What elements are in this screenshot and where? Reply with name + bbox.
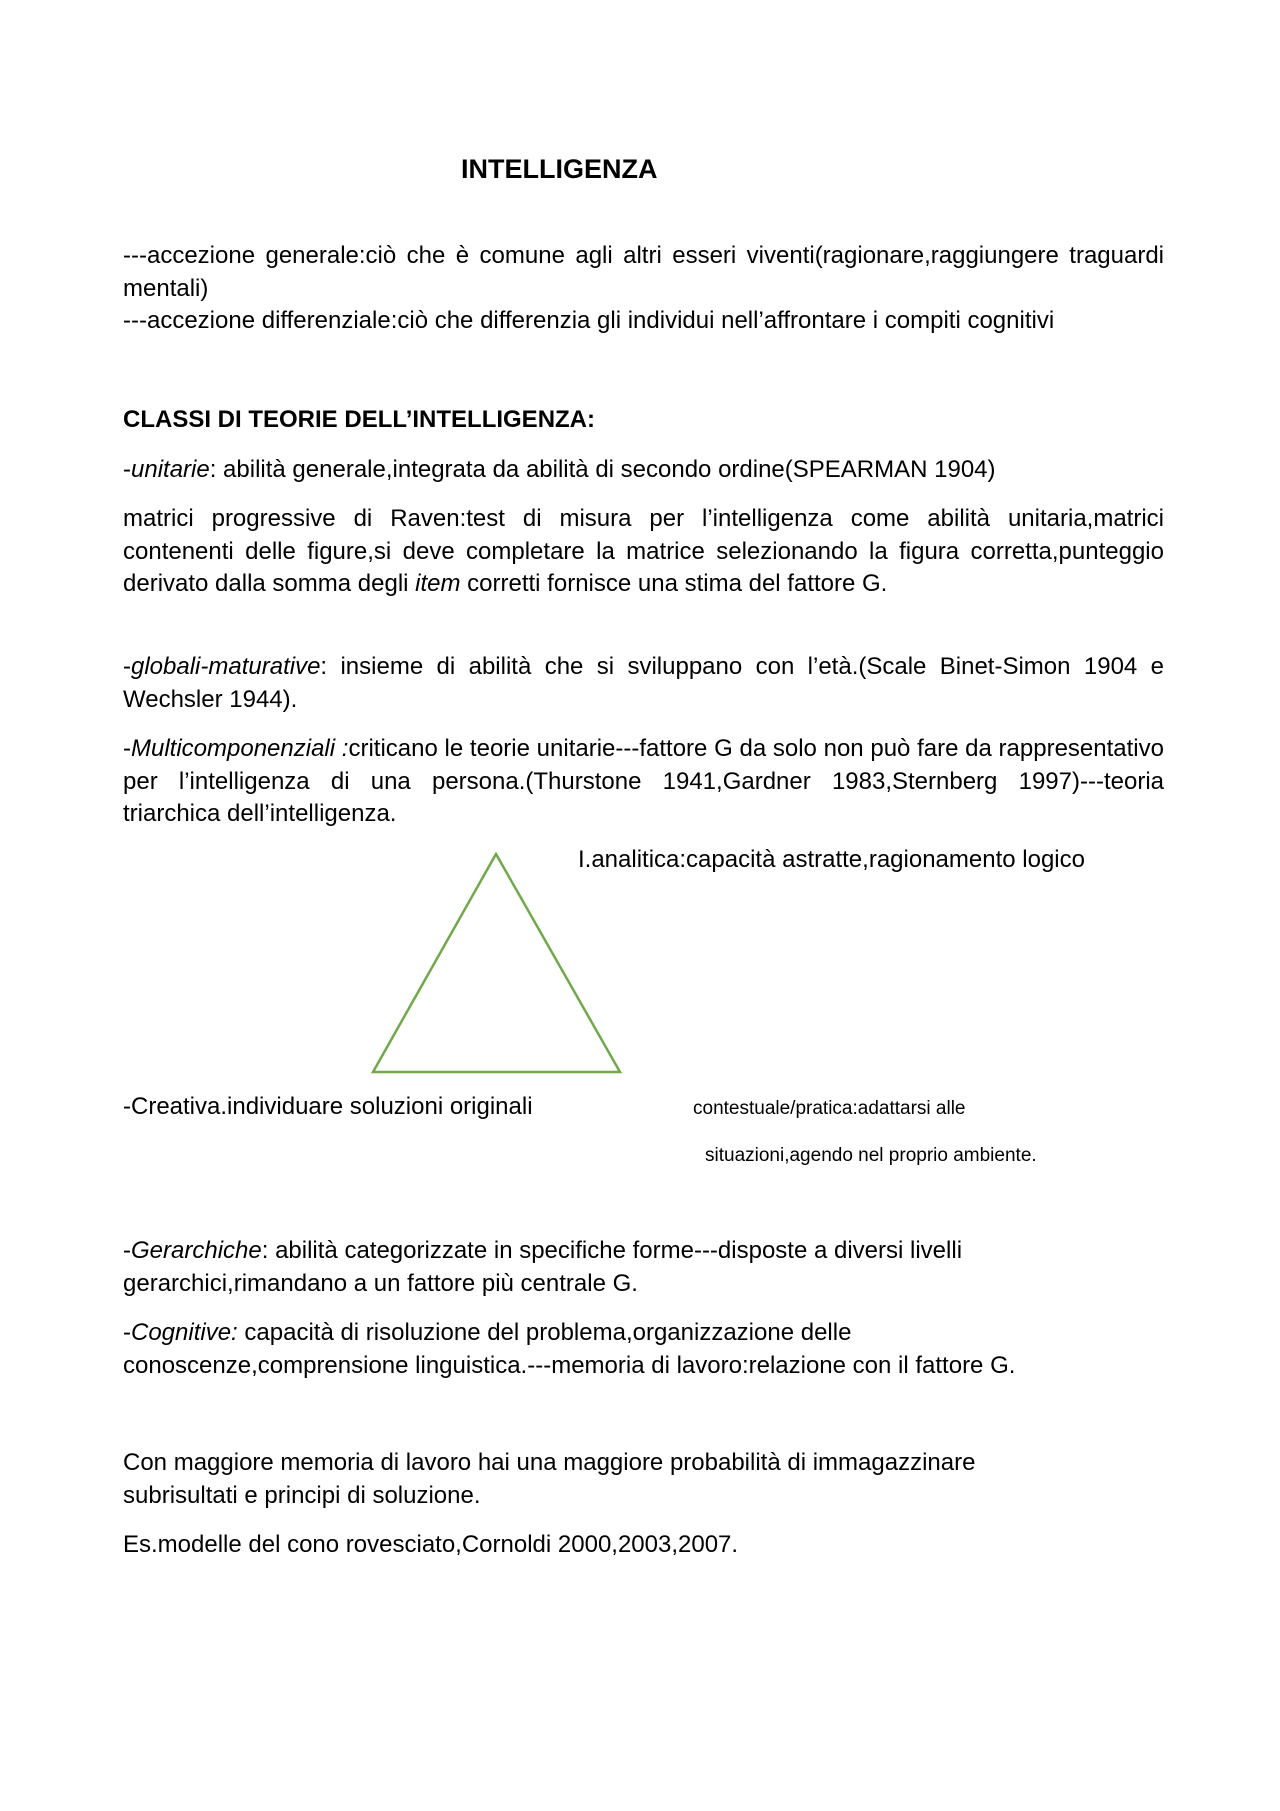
theory-term: Gerarchiche [131, 1237, 262, 1264]
triangle-label-creativa: -Creativa.individuare soluzioni originali [123, 1093, 533, 1120]
theory-description: criticano le teorie unitarie---fattore G da solo non può fare da rappresentativo per l’intelligenza di una persona.(Thurstone 1941,Gardner 1983,Sternberg 1997)---teoria triarchica dell’intelligenza. [123, 735, 1164, 827]
theory-description: : abilità generale,integrata da abilità di secondo ordine(SPEARMAN 1904) [209, 456, 996, 483]
theory-term: globali-maturative [131, 653, 321, 680]
raven-text: matrici progressive di Raven:test di misura per l’intelligenza come abilità unitaria,matrici contenenti delle figure,si deve completare la matrice selezionando la figura corretta,punteggio derivato dalla somma degli [123, 505, 1164, 597]
theory-globali-maturative [123, 651, 1164, 716]
accezione-generale: ---accezione generale:ciò che è comune agli altri esseri viventi(ragionare,raggiungere traguardi mentali) [123, 242, 1164, 302]
theory-description: capacità di risoluzione del problema,organizzazione delle conoscenze,comprensione linguistica.---memoria di lavoro:relazione con il fattore G. [123, 1319, 1016, 1379]
theory-dash: - [123, 1237, 131, 1264]
theory-term: unitarie [131, 456, 210, 483]
theory-dash: - [123, 735, 131, 762]
theory-cognitive [123, 1317, 1043, 1382]
theory-term: Multicomponenziali : [131, 735, 349, 762]
triarchic-triangle-diagram [370, 852, 632, 1076]
theory-unitarie [123, 454, 1164, 487]
theory-term: Cognitive: [131, 1319, 238, 1346]
triangle-label-pratica-line1: contestuale/pratica:adattarsi alle [693, 1098, 966, 1119]
esempio-paragraph: Es.modelle del cono rovesciato,Cornoldi 2000,2003,2007. [123, 1531, 739, 1558]
triangle-shape [373, 854, 620, 1072]
theory-description: : abilità categorizzate in specifiche forme---disposte a diversi livelli gerarchici,rimandano a un fattore più centrale G. [123, 1237, 963, 1297]
theory-dash: - [123, 653, 131, 680]
theory-multicomponenziali [123, 733, 1164, 831]
memoria-paragraph: Con maggiore memoria di lavoro hai una maggiore probabilità di immagazzinare subrisultati e principi di soluzione. [123, 1449, 976, 1509]
theory-description: : insieme di abilità che si sviluppano con l’età.(Scale Binet-Simon 1904 e Wechsler 1944). [123, 653, 1164, 713]
document-title: INTELLIGENZA [461, 154, 658, 184]
triangle-label-analitica: I.analitica:capacità astratte,ragionamento logico [578, 846, 1085, 873]
accezione-differenziale: ---accezione differenziale:ciò che differenzia gli individui nell’affrontare i compiti cognitivi [123, 307, 1055, 334]
theory-dash: - [123, 456, 131, 483]
raven-paragraph [123, 503, 1164, 601]
raven-item: item [415, 570, 461, 597]
raven-text-end: corretti fornisce una stima del fattore G. [460, 570, 888, 597]
theory-dash: - [123, 1319, 131, 1346]
classes-heading: CLASSI DI TEORIE DELL’INTELLIGENZA: [123, 406, 596, 433]
triangle-label-pratica-line2: situazioni,agendo nel proprio ambiente. [705, 1145, 1037, 1166]
theory-gerarchiche [123, 1235, 1043, 1300]
